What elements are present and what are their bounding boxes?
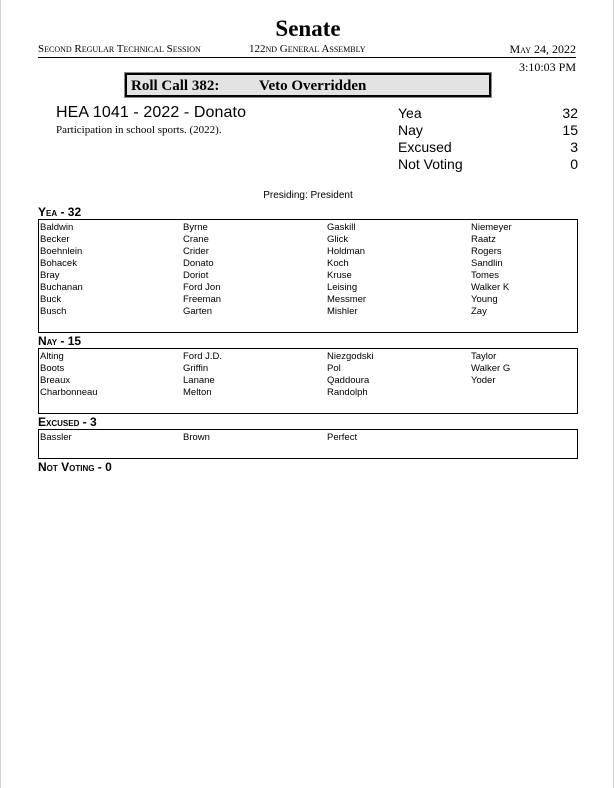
member-name: Taylor: [471, 351, 497, 362]
excused-names-list: [39, 430, 577, 444]
chamber-title: Senate: [275, 16, 341, 41]
member-name: Young: [471, 294, 498, 305]
tally-not-voting-label: Not Voting: [398, 156, 463, 172]
tally-excused-label: Excused: [398, 139, 452, 155]
bill-description: Participation in school sports. (2022).: [56, 124, 222, 136]
roll-call-result: Veto Overridden: [259, 78, 367, 94]
member-name: Tomes: [471, 270, 499, 281]
member-name: Byrne: [183, 222, 208, 233]
member-name: Ford J.D.: [183, 351, 223, 362]
member-name: Walker K: [471, 282, 510, 293]
nay-heading-text: Nay - 15: [38, 334, 82, 348]
member-name: Bray: [40, 270, 60, 281]
presiding-officer: Presiding: President: [263, 190, 353, 201]
member-name: Leising: [327, 282, 358, 293]
member-name: Koch: [327, 258, 349, 269]
member-name: Charbonneau: [40, 387, 98, 398]
member-name: Glick: [327, 234, 349, 245]
yea-names-box: [38, 219, 578, 333]
nay-heading: [38, 334, 81, 348]
assembly-label: 122nd General Assembly: [249, 43, 366, 55]
member-name: Lanane: [183, 375, 215, 386]
member-name: Baldwin: [40, 222, 74, 233]
excused-heading-text: Excused - 3: [38, 415, 97, 429]
member-name: Boots: [40, 363, 65, 374]
member-name: Alting: [40, 351, 64, 362]
member-name: Yoder: [471, 375, 496, 386]
member-name: Doriot: [183, 270, 209, 281]
yea-heading-text: Yea - 32: [38, 205, 82, 219]
member-name: Raatz: [471, 234, 496, 245]
member-name: Niemeyer: [471, 222, 512, 233]
bill-title: HEA 1041 - 2022 - Donato: [56, 104, 247, 121]
member-name: Freeman: [183, 294, 222, 305]
header-divider: [38, 57, 576, 58]
member-name: Kruse: [327, 270, 352, 281]
yea-names-list: [39, 220, 577, 318]
not-voting-heading-text: Not Voting - 0: [38, 460, 112, 474]
member-name: Buchanan: [40, 282, 83, 293]
tally-nay-value: 15: [562, 122, 578, 138]
member-name: Walker G: [471, 363, 511, 374]
tally-not-voting-value: 0: [570, 156, 578, 172]
member-name: Buck: [40, 294, 62, 305]
member-name: Mishler: [327, 306, 358, 317]
member-name: Randolph: [327, 387, 368, 398]
member-name: Brown: [183, 432, 210, 443]
tally-yea-value: 32: [562, 105, 578, 121]
yea-heading: [38, 205, 81, 219]
tally-excused-value: 3: [570, 139, 578, 155]
excused-names-box: [38, 429, 578, 459]
member-name: Holdman: [327, 246, 366, 257]
member-name: Sandlin: [471, 258, 503, 269]
member-name: Zay: [471, 306, 487, 317]
session-label: Second Regular Technical Session: [38, 43, 201, 55]
vote-time: 3:10:03 PM: [518, 60, 576, 74]
member-name: [471, 432, 578, 444]
member-name: [471, 387, 578, 399]
member-name: Busch: [40, 306, 67, 317]
member-name: Garten: [183, 306, 213, 317]
member-name: Becker: [40, 234, 70, 245]
roll-call-banner: [125, 73, 491, 97]
member-name: Ford Jon: [183, 282, 221, 293]
member-name: Niezgodski: [327, 351, 374, 362]
member-name: Donato: [183, 258, 214, 269]
member-name: Gaskill: [327, 222, 356, 233]
member-name: Rogers: [471, 246, 502, 257]
tally-yea-label: Yea: [398, 105, 422, 121]
member-name: Messmer: [327, 294, 367, 305]
nay-names-box: [38, 348, 578, 414]
member-name: Qaddoura: [327, 375, 370, 386]
excused-heading: [38, 415, 97, 429]
not-voting-heading: [38, 460, 112, 474]
roll-call-number: Roll Call 382:: [131, 78, 220, 94]
member-name: Pol: [327, 363, 341, 374]
vote-date: May 24, 2022: [509, 42, 576, 56]
member-name: Griffin: [183, 363, 209, 374]
member-name: Crider: [183, 246, 209, 257]
nay-names-list: [39, 349, 577, 399]
member-name: Crane: [183, 234, 209, 245]
member-name: Boehnlein: [40, 246, 83, 257]
member-name: Bohacek: [40, 258, 77, 269]
member-name: Breaux: [40, 375, 71, 386]
tally-nay-label: Nay: [398, 122, 423, 138]
member-name: Bassler: [40, 432, 72, 443]
member-name: Perfect: [327, 432, 358, 443]
member-name: Melton: [183, 387, 212, 398]
